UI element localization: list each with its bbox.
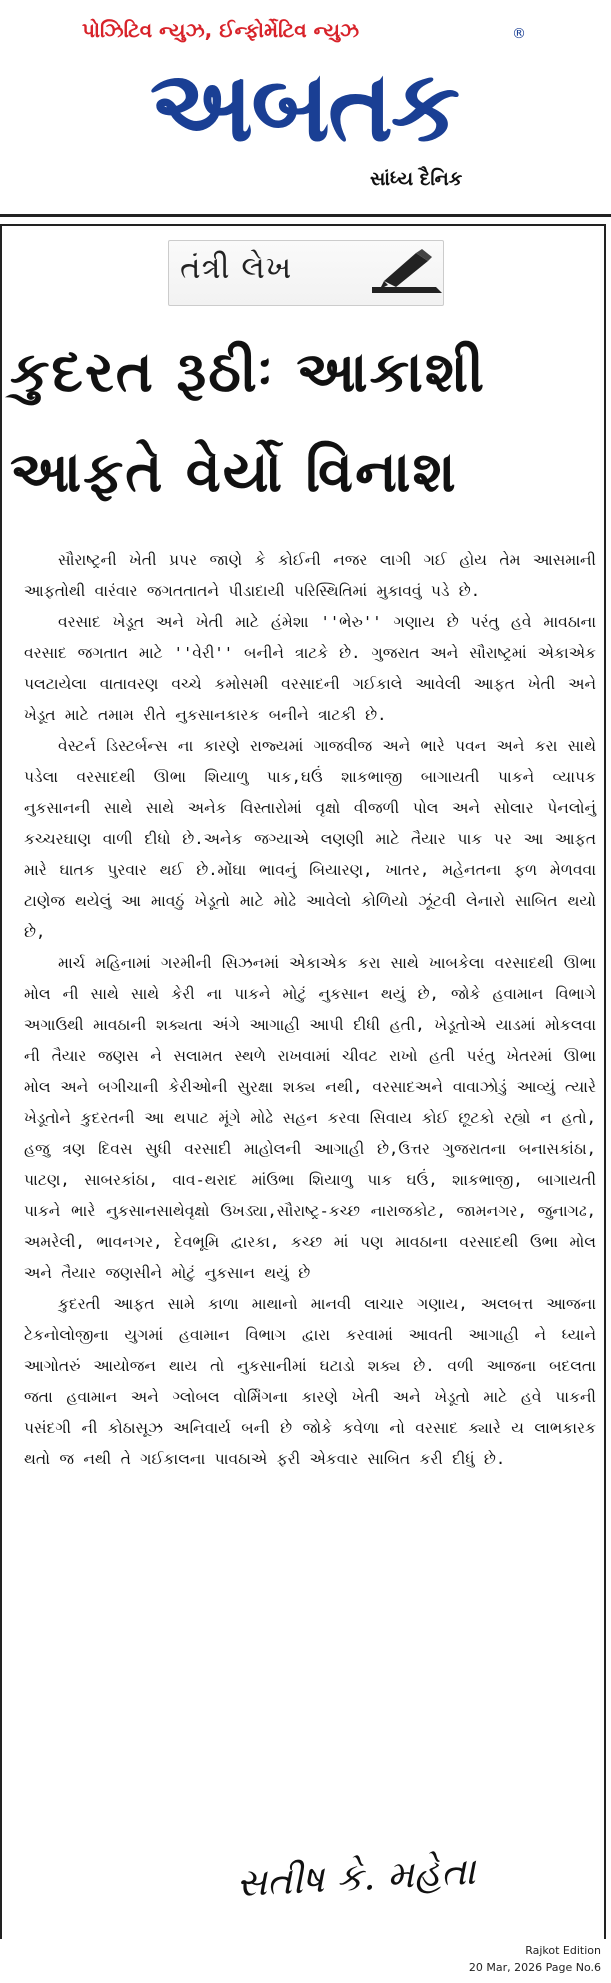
article-paragraph: વેસ્ટર્ન ડિસ્ટર્બન્સ ના કારણે રાજ્યમાં ગાજવીજ અને ભારે પવન અને કરા સાથે પડેલા વરસાદથી ઊભા શિયાળુ પાક,ઘઉં શાકભાજી બાગાયતી પાકને વ્યાપક નુકસાનની સાથે સાથે અનેક વિસ્તારોમાં વૃક્ષો વીજળી પોલ અને સોલાર પેનલોનું કચ્ચરઘાણ વાળી દીધો છે.અનેક જગ્યાએ લણણી માટે તૈયાર પાક પર આ આફત મારે ઘાતક પુરવાર થઈ છે.મોંઘા ભાવનું બિયારણ, ખાતર, મહેનતના ફળ મેળવવા ટાણેજ થયેલું આ માવઠું ખેડૂતો માટે મોઢે આવેલો કોળિયો ઝૂંટવી લેનારો સાબિત થયો છે,: [24, 737, 596, 941]
headline-line-2: આફતે વેર્યો વિનાશ: [10, 440, 458, 505]
masthead-subtitle: સાંધ્ય દૈનિક: [370, 168, 463, 190]
edition-info: [469, 1942, 601, 1976]
pen-writing-icon: [366, 247, 448, 299]
editorial-body: [24, 545, 596, 1475]
headline-line-1: કુદરત રૂઠીઃ આકાશી: [10, 340, 487, 405]
editor-signature: સતીષ કે. મહેતા: [234, 1848, 477, 1906]
article-paragraph: કુદરતી આફત સામે કાળા માથાનો માનવી લાચાર ગણાય, અલબત્ત આજના ટેકનોલોજીના યુગમાં હવામાન વિભાગ દ્વારા કરવામાં આવતી આગાહી ને ધ્યાને આગોતરું આયોજન થાય તો નુકસાનીમાં ઘટાડો શક્ય છે. વળી આજના બદલતા જતા હવામાન અને ગ્લોબલ વોર્મિંગના કારણે ખેતી અને ખેડૂતો માટે હવે પાકની પસંદગી ની કોઠાસૂઝ અનિવાર્ય બની છે જોકે કવેળા નો વરસાદ ક્યારે ય લાભકારક થતો જ નથી તે ગઈકાલના પાવઠાએ ફરી એકવાર સાબિત કરી દીધું છે.: [24, 1295, 596, 1468]
masthead-tagline: પોઝિટિવ ન્યુઝ, ઈન્ફોર્મેટિવ ન્યુઝ: [82, 18, 360, 42]
newspaper-logo: અબતક: [149, 50, 459, 164]
article-paragraph: સૌરાષ્ટ્રની ખેતી પ્રપર જાણે કે કોઈની નજર લાગી ગઈ હોય તેમ આસમાની આફતોથી વારંવાર જગતતાતને પીડાદાયી પરિસ્થિતિમાં મુકાવવું પડે છે.: [24, 551, 596, 600]
article-paragraph: વરસાદ ખેડૂત અને ખેતી માટે હંમેશા ''ભેરુ'' ગણાય છે પરંતુ હવે માવઠાના વરસાદ જગતાત માટે ''વેરી'' બનીને ત્રાટકે છે. ગુજરાત અને સૌરાષ્ટ્રમાં એકાએક પલટાયેલા વાતાવરણ વચ્ચે કમોસમી વરસાદની ગઈકાલે આવેલી આફત ખેતી અને ખેડૂત માટે તમામ રીતે નુકસાનકારક બનીને ત્રાટકી છે.: [24, 613, 596, 724]
edition-date-page: 20 Mar, 2026 Page No.6: [468, 1961, 601, 1974]
registered-mark: ®: [512, 26, 526, 42]
edition-name: Rajkot Edition: [525, 1944, 601, 1957]
section-label: તંત્રી લેખ: [180, 250, 293, 286]
masthead-divider: [0, 214, 611, 217]
article-paragraph: માર્ચ મહિનામાં ગરમીની સિઝનમાં એકાએક કરા સાથે ખાબકેલા વરસાદથી ઊભા મોલ ની સાથે સાથે કેરી ના પાકને મોટું નુકસાન થયું છે, જોકે હવામાન વિભાગે અગાઉથી માવઠાની શક્યતા અંગે આગાહી આપી દીધી હતી, ખેડૂતોએ યાડમાં મોકલવા ની તૈયાર જણસ ને સલામત સ્થળે રાખવામાં ચીવટ રાખો હતી પરંતુ ખેતરમાં ઊભા મોલ અને બગીચાની કેરીઓની સુરક્ષા શક્ય નથી, વરસાદઅને વાવાઝોડું આવ્યું ત્યારે ખેડૂતોને કુદરતની આ થપાટ મૂંગે મોઢે સહન કરવા સિવાય કોઈ છૂટકો રહ્યો ન હતો, હજુ ત્રણ દિવસ સુધી વરસાદી માહોલની આગાહી છે,ઉત્તર ગુજરાતના બનાસકાંઠા, પાટણ, સાબરકાંઠા, વાવ-થરાદ માંઉભા શિયાળુ પાક ઘઉં, શાકભાજી, બાગાયતી પાકને ભારે નુકસાનસાથેવૃક્ષો ઉખડ્યા,સૌરાષ્ટ્ર-કચ્છ નારાજકોટ, જામનગર, જુનાગઢ, અમરેલી, ભાવનગર, દેવભૂમિ દ્વારકા, કચ્છ માં પણ માવઠાના વરસાદથી ઉભા મોલ અને તૈયાર જણસીને મોટું નુકસાન થયું છે: [24, 954, 596, 1282]
masthead: [0, 0, 611, 215]
